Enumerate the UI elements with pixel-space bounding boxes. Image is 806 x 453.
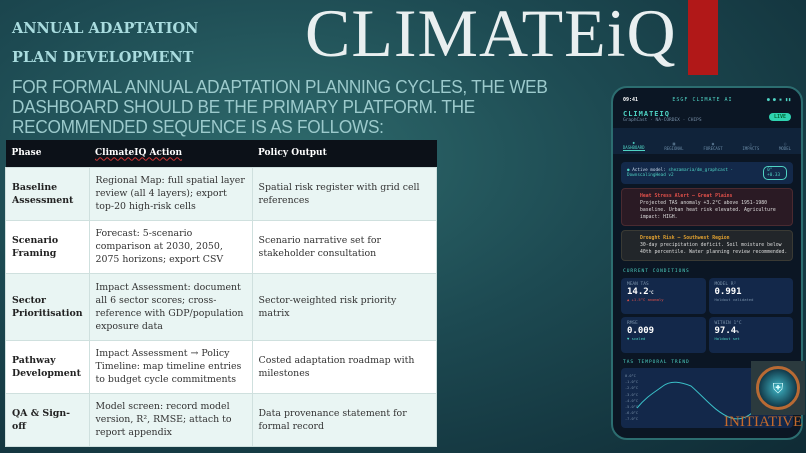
tab-dashboard[interactable]: ◆ DASHBOARD: [622, 140, 645, 150]
condition-cards: [621, 278, 793, 353]
phase-cell: QA & Sign-off: [6, 393, 90, 446]
accent-bar: [688, 0, 718, 75]
y-tick: -4.0°C: [625, 398, 638, 403]
output-cell: Scenario narrative set for stakeholder consultation: [252, 220, 436, 273]
card-note: ▲ +1.5°C anomaly: [627, 297, 664, 302]
y-tick: -1.0°C: [625, 380, 638, 385]
card-value: 97.4: [714, 326, 737, 336]
condition-card: [709, 317, 794, 353]
drought-alert[interactable]: Drought Risk — Southwest Region 30-day precipitation deficit. Soil moisture below 40th percentile. Water planning review recommended.: [621, 230, 793, 261]
table-row: [6, 167, 437, 220]
card-note: Holdout validated: [714, 297, 754, 302]
y-tick: -5.0°C: [625, 405, 638, 410]
plan-table: [5, 140, 437, 447]
heading-line-1: ANNUAL ADAPTATION: [12, 20, 199, 37]
output-cell: Data provenance statement for formal record: [252, 393, 436, 446]
app-bar-label: ESGF CLIMATE AI: [672, 97, 733, 103]
tab-model[interactable]: ○ MODEL: [779, 141, 792, 151]
status-icons: ● ● ▪ ▮▮: [766, 97, 791, 103]
phase-cell: Baseline Assessment: [6, 167, 90, 220]
card-value: 0.991: [714, 287, 742, 297]
app-subtitle: GraphCast · NA-CORDEX · CHIPS: [623, 118, 702, 123]
card-label: WITHIN 1°C: [714, 321, 742, 326]
tab-impacts[interactable]: △ IMPACTS: [742, 141, 760, 151]
live-badge: LIVE: [769, 113, 791, 121]
header-output: Policy Output: [252, 140, 436, 167]
table-header: [6, 140, 437, 167]
card-value: 14.2: [627, 287, 649, 297]
tab-regional[interactable]: ▦ REGIONAL: [664, 141, 684, 151]
phase-cell: Scenario Framing: [6, 220, 90, 273]
status-time: 09:41: [623, 97, 639, 103]
heat-alert[interactable]: Heat Stress Alert — Great Plains Projected TAS anomaly +3.2°C above 1951-1980 baseline. Urban heat risk elevated. Agriculture impact: HIGH.: [621, 188, 793, 226]
initiative-label: INITIATIVE: [724, 414, 803, 430]
academy-logo: ⛨: [751, 361, 805, 415]
card-label: MEAN TAS: [627, 282, 649, 287]
table-row: [6, 393, 437, 446]
output-cell: Sector-weighted risk priority matrix: [252, 273, 436, 340]
output-cell: Costed adaptation roadmap with milestones: [252, 340, 436, 393]
app-title: CLIMATEIQ: [623, 110, 670, 118]
output-cell: Spatial risk register with grid cell references: [252, 167, 436, 220]
tab-bar: [613, 128, 801, 154]
y-tick: -2.0°C: [625, 386, 638, 391]
condition-card: [621, 278, 706, 314]
intro-text: FOR FORMAL ANNUAL ADAPTATION PLANNING CYCLES, THE WEB DASHBOARD SHOULD BE THE PRIMARY PLATFORM. THE RECOMMENDED SEQUENCE IS AS FOLLOWS:: [12, 76, 548, 137]
condition-card: [709, 278, 794, 314]
model-badge: 0°+0.33: [763, 166, 787, 180]
y-tick: 0.0°C: [625, 374, 636, 378]
card-unit: %: [736, 329, 739, 334]
action-cell: Impact Assessment: document all 6 sector scores; cross-reference with GDP/population exposure data: [89, 273, 252, 340]
y-tick: -6.0°C: [625, 411, 638, 416]
card-note: ▼ scaled: [627, 336, 646, 341]
header-phase: Phase: [6, 140, 90, 167]
condition-card: [621, 317, 706, 353]
card-value: 0.009: [627, 326, 655, 336]
action-cell: Model screen: record model version, R², RMSE; attach to report appendix: [89, 393, 252, 446]
brand-title: CLIMATEiQ: [305, 0, 677, 71]
table-row: [6, 273, 437, 340]
table-row: [6, 220, 437, 273]
conditions-label: CURRENT CONDITIONS: [623, 269, 690, 274]
trend-label: TAS TEMPORAL TREND: [623, 360, 690, 365]
card-note: Holdout set: [714, 336, 740, 341]
card-label: MODEL R²: [714, 282, 737, 287]
active-model-bar: ● Active model: shezamaria/dm_graphcast · DownscalingHead v2 0°+0.33: [621, 162, 793, 184]
y-tick: -3.0°C: [625, 392, 638, 397]
phase-cell: Sector Prioritisation: [6, 273, 90, 340]
phase-cell: Pathway Development: [6, 340, 90, 393]
y-tick: -7.0°C: [625, 417, 638, 422]
heading-line-2: PLAN DEVELOPMENT: [12, 49, 194, 66]
table-row: [6, 340, 437, 393]
active-model: shezamaria/dm_graphcast · DownscalingHead v2: [627, 168, 734, 178]
header-action-label: ClimateIQ Action: [95, 148, 183, 159]
tab-forecast[interactable]: ◉ FORECAST: [703, 141, 723, 151]
card-unit: °C: [648, 290, 654, 295]
action-cell: Forecast: 5-scenario comparison at 2030, 2050, 2075 horizons; export CSV: [89, 220, 252, 273]
action-cell: Regional Map: full spatial layer review (all 4 layers); export top-20 high-risk cells: [89, 167, 252, 220]
action-cell: Impact Assessment → Policy Timeline: map timeline entries to budget cycle commitments: [89, 340, 252, 393]
header-action: [89, 140, 252, 167]
card-label: RMSE: [627, 321, 638, 326]
